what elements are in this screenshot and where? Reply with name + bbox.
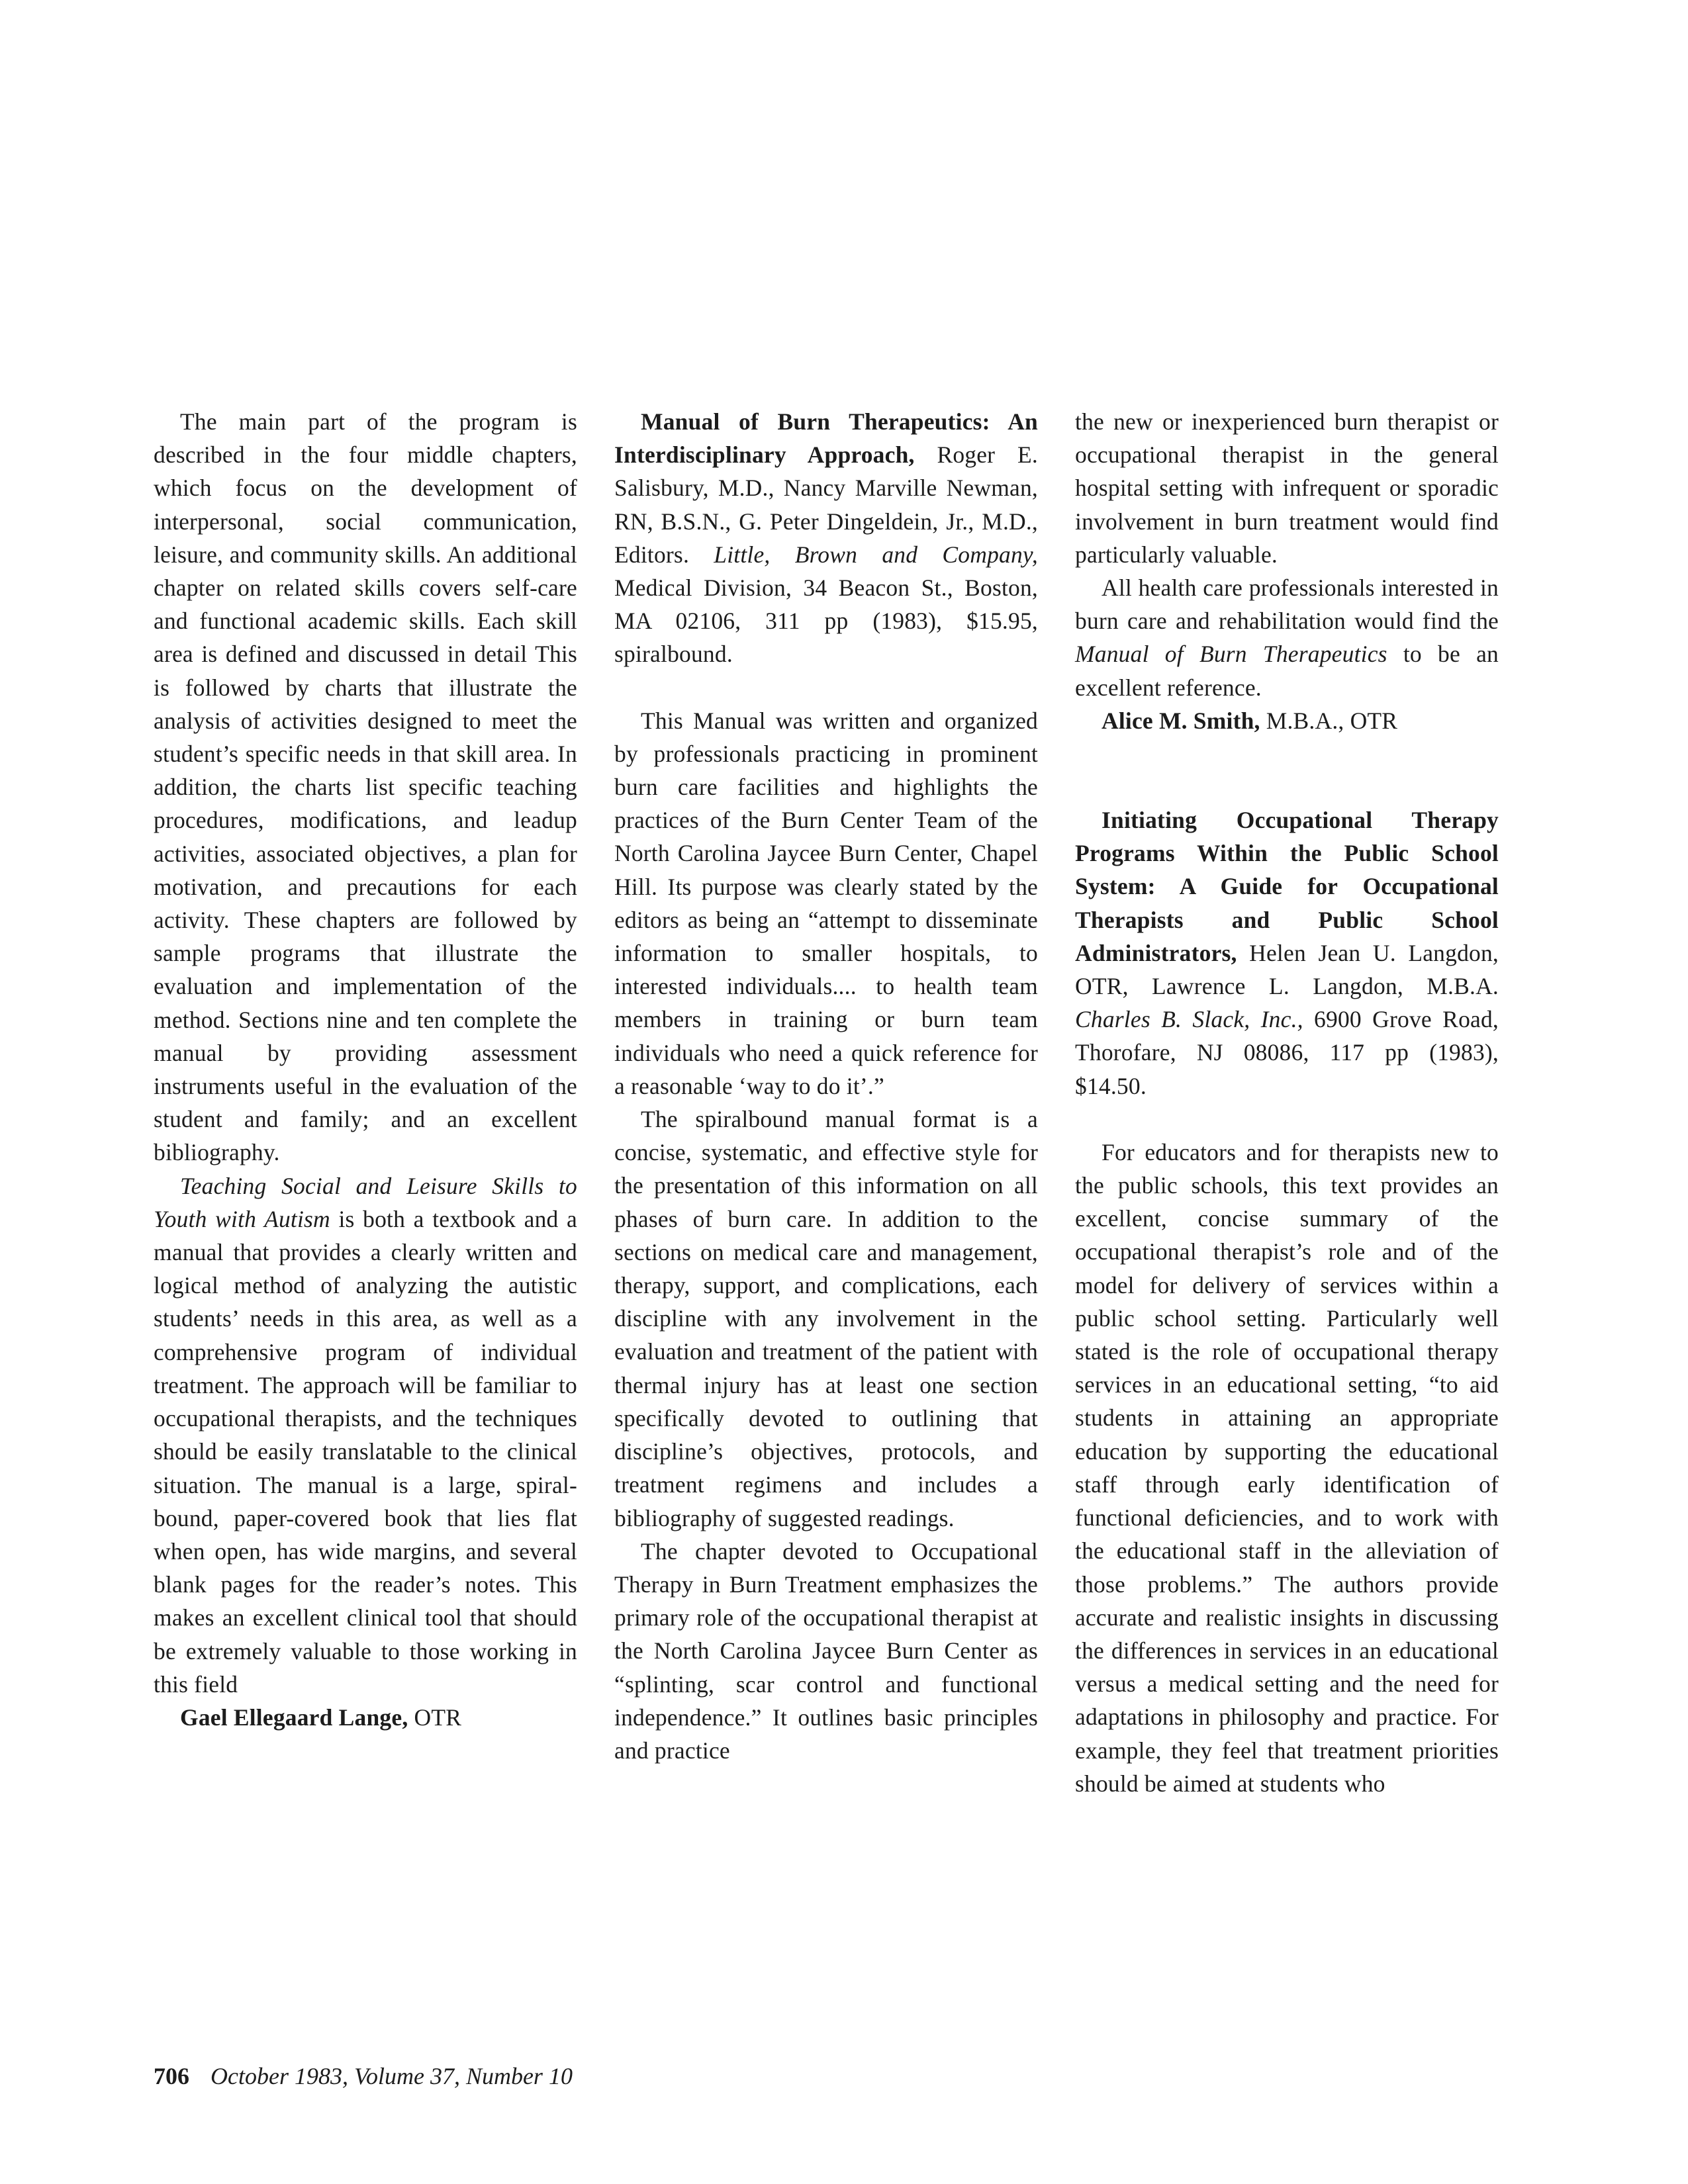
review-paragraph	[1075, 571, 1499, 704]
spacer	[614, 671, 1038, 704]
book-publisher: Little, Brown and Company,	[714, 541, 1038, 568]
spacer	[1075, 737, 1499, 770]
reviewer-name: Gael Ellegaard Lange,	[180, 1704, 408, 1731]
spacer	[1075, 1103, 1499, 1136]
review-paragraph: This Manual was written and organized by professionals practicing in prominent burn care facilities and highlights the practices of the Burn Center Team of the North Carolina Jaycee Burn Center, Chapel Hill. Its purpose was clearly stated by the editors as being an “attempt to disseminate information to smaller hospitals, to interested individuals.... to health team members in training or burn team individuals who need a quick reference for a reasonable ‘way to do it’.”	[614, 707, 1038, 1099]
book-title: Teaching Social and Leisure Skills to Youth with Autism	[154, 1172, 577, 1232]
journal-issue: October 1983, Volume 37, Number 10	[211, 2063, 573, 2089]
book-details: Medical Division, 34 Beacon St., Boston, MA 02106, 311 pp (1983), $15.95, spiralbound.	[614, 574, 1038, 668]
reviewer-name: Alice M. Smith,	[1102, 707, 1260, 734]
review-text: is both a textbook and a manual that provides a clearly written and logical method of analyzing the autistic students’ needs in this area, as well as a comprehensive program of individual treatment. The approach will be familiar to occupational therapists, and the techniques should be easily translatable to the clinical situation. The manual is a large, spiral-bound, paper-covered book that lies flat when open, has wide margins, and several blank pages for the reader’s notes. This makes an excellent clinical tool that should be extremely valuable to those working in this field	[154, 1205, 578, 1698]
review-paragraph: For educators and for therapists new to the public schools, this text provides an excellent, concise summary of the occupational therapist’s role and of the model for delivery of services within a public school setting. Particularly well stated is the role of occupational therapy services in an educational setting, “to aid students in attaining an appropriate education by supporting the educational staff through early identification of functional deficiencies, and to work with the educational staff in the alleviation of those problems.” The authors provide accurate and realistic insights in discussing the differences in services in an educational versus a medical setting and the need for adaptations in philosophy and practice. For example, they feel that treatment priorities should be aimed at students who	[1075, 1138, 1499, 1797]
reviewer-signature	[154, 1701, 577, 1734]
reviewer-credentials: M.B.A., OTR	[1260, 707, 1398, 734]
book-title: Manual of Burn Therapeutics: An Interdisciplinary Approach,	[614, 408, 1038, 469]
book-title: Initiating Occupational Therapy Programs Within the Public School System: A Guide for Occupational Therapists and Public School Administrators,	[1075, 807, 1499, 966]
review-paragraph: The chapter devoted to Occupational Therapy in Burn Treatment emphasizes the primary role of the occupational therapist at the North Carolina Jaycee Burn Center as “splinting, scar control and functional independence.” It outlines basic principles and practice	[614, 1537, 1038, 1764]
book-publisher: Charles B. Slack, Inc.,	[1075, 1006, 1303, 1033]
column-1	[154, 405, 577, 1734]
review-paragraph	[154, 1169, 577, 1701]
book-details: 6900 Grove Road, Thorofare, NJ 08086, 117 pp (1983), $14.50.	[1075, 1006, 1499, 1099]
review-paragraph: the new or inexperienced burn therapist or occupational therapist in the general hospital setting with infrequent or sporadic involvement in burn treatment would find particularly valuable.	[1075, 408, 1499, 568]
review-paragraph: The main part of the program is described in the four middle chapters, which focus on the development of interpersonal, social communication, leisure, and community skills. An additional chapter on related skills covers self-care and functional academic skills. Each skill area is defined and discussed in detail This is followed by charts that illustrate the analysis of activities designed to meet the student’s specific needs in that skill area. In addition, the charts list specific teaching procedures, modifications, and leadup activities, associated objectives, a plan for motivation, and precautions for each activity. These chapters are followed by sample programs that illustrate the evaluation and implementation of the method. Sections nine and ten complete the manual by providing assessment instruments useful in the evaluation of the student and family; and an excellent bibliography.	[154, 408, 577, 1166]
book-citation	[614, 405, 1038, 671]
reviewer-signature	[1075, 704, 1499, 737]
column-2	[614, 405, 1038, 1767]
spacer	[1075, 770, 1499, 803]
page-footer	[154, 2060, 573, 2093]
review-paragraph: The spiralbound manual format is a concise, systematic, and effective style for the presentation of this information on all phases of burn care. In addition to the sections on medical care and management, therapy, support, and complications, each discipline with any involvement in the evaluation and treatment of the patient with thermal injury has at least one section specifically devoted to outlining that discipline’s objectives, protocols, and treatment regimens and includes a bibliography of suggested readings.	[614, 1106, 1038, 1531]
review-text: All health care professionals interested in burn care and rehabilitation would find the	[1075, 574, 1499, 635]
book-authors: Helen Jean U. Langdon, OTR, Lawrence L. Langdon, M.B.A.	[1075, 939, 1499, 1000]
column-3	[1075, 405, 1499, 1800]
page-number: 706	[154, 2063, 189, 2089]
book-authors: Roger E. Salisbury, M.D., Nancy Marville Newman, RN, B.S.N., G. Peter Dingeldein, Jr., M.D., Editors.	[614, 441, 1038, 568]
book-citation	[1075, 803, 1499, 1103]
book-title: Manual of Burn Therapeutics	[1075, 641, 1387, 668]
review-text: to be an excellent reference.	[1075, 641, 1499, 701]
reviewer-credentials: OTR	[408, 1704, 462, 1731]
